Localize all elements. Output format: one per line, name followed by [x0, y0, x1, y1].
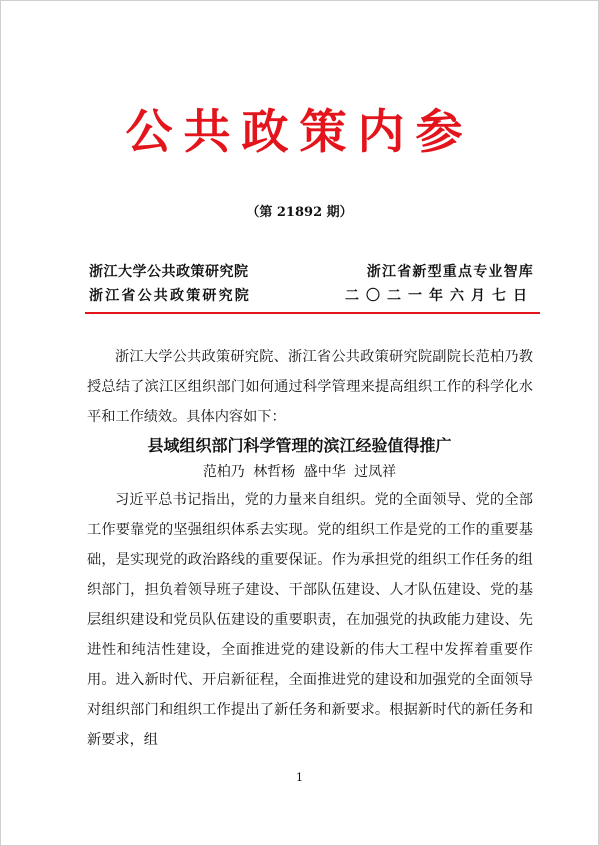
publisher-row-2	[89, 285, 534, 305]
article-title: 县域组织部门科学管理的滨江经验值得推广	[147, 436, 452, 455]
think-tank-label: 浙江省新型重点专业智库	[366, 264, 534, 280]
publisher-name-zju: 浙江大学公共政策研究院	[89, 264, 249, 280]
article-authors: 范柏乃 林哲杨 盛中华 过凤祥	[202, 464, 397, 480]
issue-number: （第 21892 期）	[246, 205, 353, 220]
header-divider	[85, 312, 540, 314]
publication-date: 二〇二一年六月七日	[345, 288, 534, 304]
article-body: 习近平总书记指出，党的力量来自组织。党的全面领导、党的全部工作要靠党的坚强组织体系去实现。党的组织工作是党的工作的重要基础，是实现党的政治路线的重要保证。作为承担党的组织工作任务的组织部门，担负着领导班子建设、干部队伍建设、人才队伍建设、党的基层组织建设和党员队伍建设的重要职责，在加强党的执政能力建设、先进性和纯洁性建设，全面推进党的建设新的伟大工程中发挥着重要作用。进入新时代、开启新征程，全面推进党的建设和加强党的全面领导对组织部门和组织工作提出了新任务和新要求。根据新时代的新任务和新要求，组	[87, 492, 533, 748]
page-number: 1	[296, 771, 303, 784]
masthead-title: 公共政策内参	[125, 105, 474, 160]
publisher-name-province: 浙江省公共政策研究院	[89, 288, 251, 304]
publisher-row-1	[89, 261, 534, 281]
intro-paragraph: 浙江大学公共政策研究院、浙江省公共政策研究院副院长范柏乃教授总结了滨江区组织部门如何通过科学管理来提高组织工作的科学化水平和工作绩效。具体内容如下：	[87, 349, 533, 425]
